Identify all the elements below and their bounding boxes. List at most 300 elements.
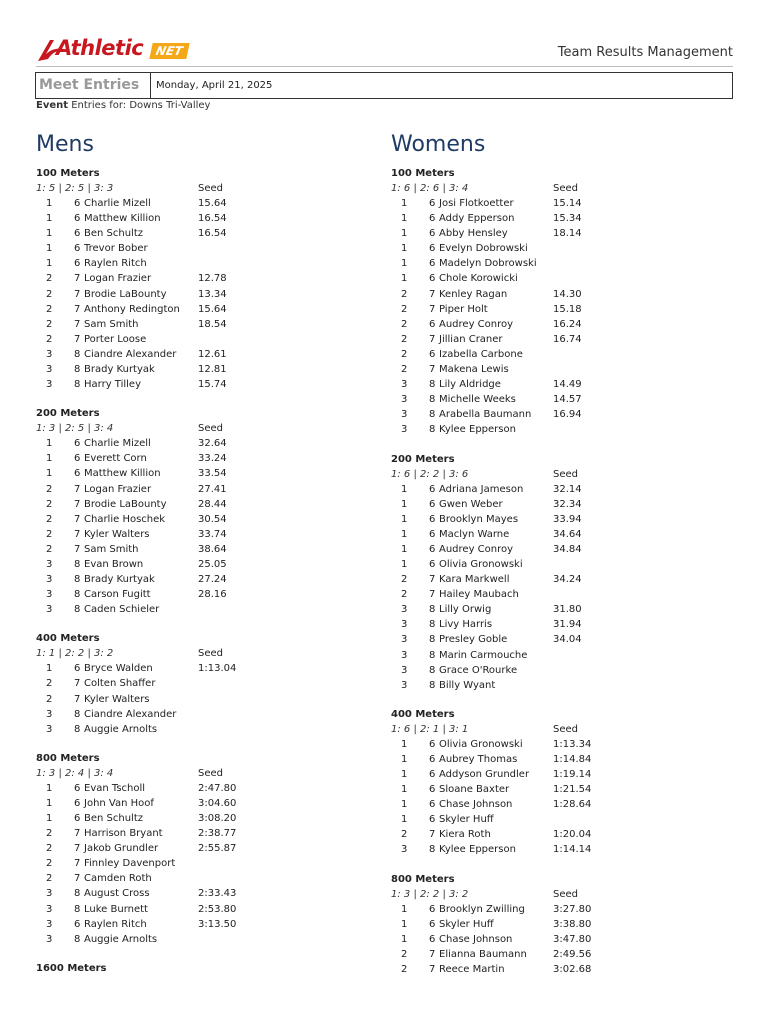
entry-row: [36, 317, 376, 332]
athlete-name[interactable]: Ben Schultz: [84, 813, 143, 824]
athlete-name[interactable]: Livy Harris: [439, 619, 493, 631]
entry-grade: 7: [429, 333, 436, 345]
athlete-name[interactable]: Sam Smith: [84, 318, 139, 330]
entry-heat: 3: [46, 379, 53, 391]
athlete-name[interactable]: Arabella Baumann: [439, 409, 532, 421]
entry-grade: 6: [74, 213, 81, 225]
athlete-name[interactable]: Harrison Bryant: [84, 828, 163, 840]
athlete-name[interactable]: Olivia Gronowski: [439, 738, 523, 750]
athletic-net-logo[interactable]: [36, 36, 206, 64]
event-block: [36, 406, 376, 617]
entry-seed: 33.94: [553, 513, 582, 525]
entry-row: [391, 377, 731, 392]
athlete-name[interactable]: Piper Holt: [439, 303, 488, 315]
entry-seed: 33.54: [198, 468, 227, 480]
entry-row: [391, 362, 731, 377]
entry-grade: 6: [429, 799, 436, 811]
event-entries-text: Entries for: Downs Tri-Valley: [71, 100, 211, 111]
entry-heat: 3: [401, 424, 408, 436]
entry-grade: 6: [429, 348, 436, 360]
athlete-name[interactable]: Hailey Maubach: [439, 589, 519, 601]
event-block: [391, 707, 731, 858]
entry-row: [36, 811, 376, 826]
entry-heat: 1: [401, 558, 408, 570]
athlete-name[interactable]: Izabella Carbone: [439, 348, 523, 360]
entry-row: [391, 663, 731, 678]
entry-row: [36, 886, 376, 901]
entry-grade: 8: [429, 394, 436, 406]
entry-row: [36, 332, 376, 347]
entry-heat: 2: [46, 843, 53, 855]
entry-heat: 2: [401, 963, 408, 975]
entry-seed: 16.54: [198, 228, 227, 240]
entry-seed: 25.05: [198, 558, 227, 570]
entry-row: [391, 392, 731, 407]
entry-heat: 2: [401, 288, 408, 300]
entry-row: [36, 302, 376, 317]
entry-row: [391, 317, 731, 332]
entry-heat: 3: [401, 664, 408, 676]
entry-row: [391, 648, 731, 663]
entry-seed: 16.94: [553, 409, 582, 421]
entry-grade: 7: [74, 498, 81, 510]
entry-seed: 2:55.87: [198, 843, 237, 855]
entry-row: [36, 676, 376, 691]
athlete-name[interactable]: Madelyn Dobrowski: [439, 258, 537, 270]
athlete-name[interactable]: Sloane Baxter: [439, 784, 510, 796]
event-title[interactable]: 1600 Meters: [36, 962, 107, 974]
entry-grade: 8: [74, 364, 81, 376]
entry-seed: 3:08.20: [198, 813, 237, 824]
entry-seed: 27.24: [198, 574, 227, 586]
meet-bar: [35, 72, 733, 99]
entry-heat: 1: [401, 258, 408, 270]
mens-column: [36, 130, 376, 990]
entry-heat: 1: [401, 228, 408, 240]
athlete-name[interactable]: Billy Wyant: [439, 679, 496, 691]
athlete-name[interactable]: Charlie Mizell: [84, 438, 151, 450]
entry-heat: 1: [46, 438, 53, 450]
entry-seed: 12.78: [198, 273, 227, 285]
athlete-name[interactable]: Matthew Killion: [84, 468, 161, 480]
entry-row: [36, 856, 376, 871]
seed-header: Seed: [553, 888, 578, 900]
entry-seed: 18.54: [198, 318, 227, 330]
entry-grade: 8: [74, 574, 81, 586]
entry-row: [391, 678, 731, 693]
column-title: Mens: [36, 132, 94, 157]
entry-grade: 7: [74, 528, 81, 540]
entry-grade: 8: [74, 933, 81, 945]
heat-counts: 1: 3 | 2: 2 | 3: 2: [391, 888, 469, 900]
entry-grade: 7: [74, 333, 81, 345]
athlete-name[interactable]: Anthony Redington: [84, 303, 180, 315]
athlete-name[interactable]: Marin Carmouche: [439, 649, 528, 661]
event-label: Event: [36, 100, 69, 111]
athlete-name[interactable]: Bryce Walden: [84, 663, 153, 675]
athlete-name[interactable]: Michelle Weeks: [439, 394, 516, 406]
entry-grade: 7: [74, 693, 81, 705]
entry-grade: 6: [74, 453, 81, 465]
entry-heat: 2: [401, 333, 408, 345]
athlete-name[interactable]: Evan Brown: [84, 558, 144, 570]
athlete-name[interactable]: Gwen Weber: [439, 498, 503, 510]
heat-counts: 1: 5 | 2: 5 | 3: 3: [36, 183, 114, 194]
entry-heat: 2: [401, 303, 408, 315]
entry-row: [36, 451, 376, 466]
event-block: [391, 872, 731, 977]
heat-counts: 1: 6 | 2: 2 | 3: 6: [391, 468, 469, 480]
entry-row: [391, 226, 731, 241]
entry-grade: 7: [429, 829, 436, 841]
seed-header: Seed: [553, 468, 578, 480]
entry-row: [36, 256, 376, 271]
athlete-name[interactable]: Finnley Davenport: [84, 858, 176, 870]
entry-row: [391, 842, 731, 857]
athlete-name[interactable]: Auggie Arnolts: [84, 933, 158, 945]
heat-summary-row: [36, 766, 376, 781]
athlete-name[interactable]: Auggie Arnolts: [84, 723, 158, 735]
athlete-name[interactable]: Chase Johnson: [439, 799, 513, 811]
entry-grade: 7: [74, 303, 81, 315]
entry-grade: 8: [429, 604, 436, 616]
event-title[interactable]: 100 Meters: [36, 168, 100, 179]
seed-header: Seed: [198, 423, 223, 435]
athlete-name[interactable]: Charlie Hoschek: [84, 513, 166, 525]
entry-heat: 2: [46, 543, 53, 555]
entry-grade: 8: [429, 844, 436, 856]
athlete-name[interactable]: Ciandre Alexander: [84, 708, 177, 720]
entry-seed: 3:38.80: [553, 918, 592, 930]
athlete-name[interactable]: Brooklyn Zwilling: [439, 903, 525, 915]
entry-heat: 2: [46, 528, 53, 540]
entry-row: [36, 722, 376, 737]
athlete-name[interactable]: Harry Tilley: [84, 379, 141, 391]
logo-net-badge: NET: [149, 43, 190, 59]
entry-heat: 3: [401, 844, 408, 856]
athlete-name[interactable]: Kyler Walters: [84, 528, 150, 540]
athlete-name[interactable]: Camden Roth: [84, 873, 152, 885]
logo-text: Athletic: [56, 36, 144, 60]
entry-seed: 28.44: [198, 498, 227, 510]
athlete-name[interactable]: Chole Korowicki: [439, 273, 518, 285]
athlete-name[interactable]: Lilly Orwig: [439, 604, 492, 616]
entry-row: [391, 542, 731, 557]
entry-heat: 1: [401, 799, 408, 811]
athlete-name[interactable]: Josi Flotkoetter: [439, 198, 514, 209]
entry-heat: 1: [401, 918, 408, 930]
entry-seed: 2:49.56: [553, 948, 592, 960]
entry-seed: 1:13.04: [198, 663, 237, 675]
event-title[interactable]: 400 Meters: [36, 633, 100, 645]
event-block: [36, 631, 376, 736]
athlete-name[interactable]: Evan Tscholl: [84, 782, 146, 794]
entry-grade: 8: [74, 708, 81, 720]
entry-heat: 2: [46, 693, 53, 705]
entry-grade: 6: [74, 468, 81, 480]
entry-row: [391, 512, 731, 527]
entry-grade: 6: [429, 198, 436, 209]
entry-grade: 8: [429, 634, 436, 646]
entry-row: [391, 767, 731, 782]
entry-seed: 32.64: [198, 438, 227, 450]
athlete-name[interactable]: Brodie LaBounty: [84, 498, 167, 510]
entry-heat: 1: [46, 258, 53, 270]
entry-seed: 34.24: [553, 574, 582, 586]
entry-row: [391, 527, 731, 542]
athlete-name[interactable]: Kara Markwell: [439, 574, 510, 586]
athlete-name[interactable]: Raylen Ritch: [84, 258, 147, 270]
entry-row: [391, 797, 731, 812]
entry-row: [36, 347, 376, 362]
athlete-name[interactable]: Adriana Jameson: [439, 483, 524, 495]
entry-grade: 6: [429, 213, 436, 225]
athlete-name[interactable]: Reece Martin: [439, 963, 505, 975]
athlete-name[interactable]: Addy Epperson: [439, 213, 515, 225]
event-title[interactable]: 100 Meters: [391, 168, 455, 179]
entry-row: [36, 512, 376, 527]
entry-seed: 15.34: [553, 213, 582, 225]
entry-heat: 2: [46, 483, 53, 495]
entry-grade: 7: [429, 963, 436, 975]
athlete-name[interactable]: August Cross: [84, 888, 150, 900]
entry-heat: 3: [46, 903, 53, 915]
event-title[interactable]: 800 Meters: [36, 752, 100, 764]
athlete-name[interactable]: Chase Johnson: [439, 933, 513, 945]
athlete-name[interactable]: Everett Corn: [84, 453, 147, 465]
entry-grade: 8: [74, 348, 81, 360]
athlete-name[interactable]: Jillian Craner: [439, 333, 503, 345]
entry-heat: 1: [401, 198, 408, 209]
entry-row: [391, 932, 731, 947]
athlete-name[interactable]: Sam Smith: [84, 543, 139, 555]
athlete-name[interactable]: Luke Burnett: [84, 903, 148, 915]
seed-header: Seed: [198, 183, 223, 194]
athlete-name[interactable]: Brady Kurtyak: [84, 574, 155, 586]
entry-row: [391, 962, 731, 977]
entry-grade: 6: [429, 933, 436, 945]
athlete-name[interactable]: Maclyn Warne: [439, 528, 510, 540]
athlete-name[interactable]: Lily Aldridge: [439, 379, 501, 391]
entry-seed: 38.64: [198, 543, 227, 555]
athlete-name[interactable]: John Van Hoof: [84, 797, 154, 809]
athlete-name[interactable]: Evelyn Dobrowski: [439, 243, 528, 255]
entry-heat: 3: [401, 679, 408, 691]
entry-seed: 2:47.80: [198, 782, 237, 794]
athlete-name[interactable]: Audrey Conroy: [439, 318, 514, 330]
entry-grade: 6: [429, 814, 436, 826]
athlete-name[interactable]: Aubrey Thomas: [439, 753, 518, 765]
entry-heat: 3: [46, 723, 53, 735]
entry-heat: 2: [46, 498, 53, 510]
entry-grade: 6: [74, 782, 81, 794]
athlete-name[interactable]: Makena Lewis: [439, 364, 509, 376]
entry-heat: 1: [46, 813, 53, 824]
entry-row: [36, 932, 376, 947]
athlete-name[interactable]: Raylen Ritch: [84, 918, 147, 930]
entry-heat: 3: [401, 379, 408, 391]
entry-row: [391, 482, 731, 497]
entry-row: [36, 527, 376, 542]
entry-grade: 8: [74, 888, 81, 900]
entry-seed: 3:47.80: [553, 933, 592, 945]
athlete-name[interactable]: Porter Loose: [84, 333, 147, 345]
entry-heat: 2: [46, 678, 53, 690]
athlete-name[interactable]: Brodie LaBounty: [84, 288, 167, 300]
entry-grade: 8: [429, 424, 436, 436]
entry-row: [36, 196, 376, 211]
athlete-name[interactable]: Ben Schultz: [84, 228, 143, 240]
entry-seed: 31.80: [553, 604, 582, 616]
heat-summary-row: [36, 421, 376, 436]
entry-heat: 2: [401, 318, 408, 330]
entry-grade: 6: [429, 528, 436, 540]
athlete-name[interactable]: Trevor Bober: [84, 243, 148, 255]
entry-heat: 1: [401, 769, 408, 780]
entry-heat: 1: [401, 243, 408, 255]
entry-grade: 7: [74, 318, 81, 330]
entry-grade: 8: [429, 619, 436, 631]
entry-seed: 1:13.34: [553, 738, 592, 750]
entry-heat: 3: [401, 634, 408, 646]
athlete-name[interactable]: Ciandre Alexander: [84, 348, 177, 360]
entry-heat: 2: [46, 513, 53, 525]
entry-heat: 1: [46, 782, 53, 794]
athlete-name[interactable]: Skyler Huff: [439, 814, 494, 826]
entry-grade: 6: [429, 483, 436, 495]
entry-grade: 8: [429, 664, 436, 676]
athlete-name[interactable]: Kenley Ragan: [439, 288, 508, 300]
entry-heat: 3: [46, 918, 53, 930]
entry-row: [36, 466, 376, 481]
entry-grade: 6: [74, 198, 81, 209]
athlete-name[interactable]: Colten Shaffer: [84, 678, 156, 690]
entry-grade: 8: [74, 558, 81, 570]
entry-grade: 6: [429, 498, 436, 510]
athlete-name[interactable]: Carson Fugitt: [84, 589, 151, 601]
entry-seed: 27.41: [198, 483, 227, 495]
entry-grade: 8: [429, 379, 436, 391]
entry-seed: 31.94: [553, 619, 582, 631]
entry-heat: 1: [46, 228, 53, 240]
entry-grade: 8: [74, 903, 81, 915]
event-block: [36, 961, 376, 976]
entry-row: [36, 841, 376, 856]
athlete-name[interactable]: Jakob Grundler: [84, 843, 159, 855]
athlete-name[interactable]: Logan Frazier: [84, 483, 152, 495]
athlete-name[interactable]: Presley Goble: [439, 634, 508, 646]
entry-heat: 3: [46, 348, 53, 360]
event-title[interactable]: 800 Meters: [391, 873, 455, 885]
athlete-name[interactable]: Logan Frazier: [84, 273, 152, 285]
athlete-name[interactable]: Brooklyn Mayes: [439, 513, 519, 525]
athlete-name[interactable]: Elianna Baumann: [439, 948, 527, 960]
entry-grade: 6: [74, 813, 81, 824]
entry-heat: 1: [401, 543, 408, 555]
entry-row: [36, 602, 376, 617]
entry-heat: 2: [401, 574, 408, 586]
event-title[interactable]: 200 Meters: [36, 408, 100, 420]
entry-row: [391, 602, 731, 617]
athlete-name[interactable]: Brady Kurtyak: [84, 364, 155, 376]
entry-row: [36, 542, 376, 557]
entry-seed: 15.74: [198, 379, 227, 391]
entry-heat: 1: [401, 933, 408, 945]
entry-grade: 7: [429, 364, 436, 376]
entry-seed: 2:33.43: [198, 888, 237, 900]
entry-grade: 7: [429, 589, 436, 601]
entry-row: [36, 226, 376, 241]
heat-counts: 1: 3 | 2: 4 | 3: 4: [36, 767, 114, 779]
entry-heat: 2: [46, 273, 53, 285]
entry-row: [391, 902, 731, 917]
heat-summary-row: [391, 887, 731, 902]
entry-grade: 6: [429, 513, 436, 525]
entry-row: [36, 781, 376, 796]
entry-grade: 7: [429, 948, 436, 960]
entry-grade: 8: [429, 679, 436, 691]
heat-summary-row: [391, 722, 731, 737]
entry-heat: 3: [46, 604, 53, 616]
entry-grade: 6: [429, 273, 436, 285]
entry-grade: 7: [74, 543, 81, 555]
athlete-name[interactable]: Abby Hensley: [439, 228, 508, 240]
entry-seed: 1:14.84: [553, 753, 592, 765]
entry-seed: 16.24: [553, 318, 582, 330]
heat-summary-row: [391, 181, 731, 196]
athlete-name[interactable]: Kylee Epperson: [439, 424, 516, 436]
entry-grade: 7: [74, 273, 81, 285]
entry-heat: 1: [401, 213, 408, 225]
entry-row: [36, 557, 376, 572]
entry-seed: 3:04.60: [198, 797, 237, 809]
entry-row: [391, 271, 731, 286]
header-title: Team Results Management: [557, 45, 733, 60]
entry-row: [36, 362, 376, 377]
entry-grade: 6: [74, 438, 81, 450]
site-header: [36, 36, 733, 67]
entry-heat: 2: [46, 873, 53, 885]
entry-row: [36, 271, 376, 286]
entry-seed: 34.84: [553, 543, 582, 555]
event-block: [36, 166, 376, 392]
athlete-name[interactable]: Caden Schieler: [84, 604, 160, 616]
athlete-name[interactable]: Kyler Walters: [84, 693, 150, 705]
entry-seed: 12.81: [198, 364, 227, 376]
athlete-name[interactable]: Charlie Mizell: [84, 198, 151, 209]
entry-seed: 3:02.68: [553, 963, 592, 975]
entry-row: [36, 572, 376, 587]
athlete-name[interactable]: Olivia Gronowski: [439, 558, 523, 570]
entry-grade: 6: [429, 558, 436, 570]
entry-row: [391, 256, 731, 271]
heat-summary-row: [36, 181, 376, 196]
athlete-name[interactable]: Grace O'Rourke: [439, 664, 518, 676]
event-title[interactable]: 200 Meters: [391, 453, 455, 465]
athlete-name[interactable]: Addyson Grundler: [439, 769, 530, 780]
athlete-name[interactable]: Audrey Conroy: [439, 543, 514, 555]
entry-row: [36, 902, 376, 917]
entry-row: [391, 587, 731, 602]
entry-row: [391, 737, 731, 752]
entry-row: [391, 332, 731, 347]
athlete-name[interactable]: Kylee Epperson: [439, 844, 516, 856]
athlete-name[interactable]: Kiera Roth: [439, 829, 491, 841]
event-title[interactable]: 400 Meters: [391, 708, 455, 720]
entry-seed: 1:28.64: [553, 799, 592, 811]
athlete-name[interactable]: Skyler Huff: [439, 918, 494, 930]
athlete-name[interactable]: Matthew Killion: [84, 213, 161, 225]
